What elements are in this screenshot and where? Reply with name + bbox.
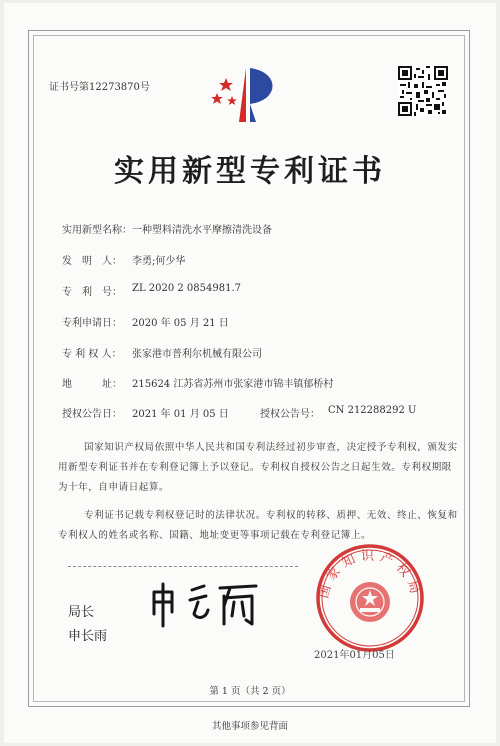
svg-text:国家知识产权局: 国家知识产权局 (316, 549, 424, 601)
grant-statement-paragraph (58, 438, 458, 500)
handwritten-signature-icon (148, 580, 268, 630)
patent-number-value: ZL 2020 2 0854981.7 (132, 283, 242, 294)
utility-model-name-label: 实用新型名称： (62, 225, 132, 236)
official-seal-icon (314, 540, 426, 660)
director-title: 局长 (68, 605, 95, 620)
patentee-value: 张家港市普利尔机械有限公司 (132, 349, 262, 360)
patentee-label: 专 利 权 人： (62, 349, 122, 360)
cnipa-logo-icon (206, 60, 292, 130)
inventor-value: 李勇;何少华 (132, 256, 186, 267)
grant-date-label: 授权公告日： (62, 409, 122, 420)
patent-number-label: 专 利 号： (62, 287, 122, 298)
dashed-divider (68, 566, 298, 567)
page-indicator: 第 1 页（共 2 页） (209, 686, 291, 697)
grant-number-value: CN 212288292 U (328, 405, 417, 416)
utility-model-name-value: 一种塑料清洗水平摩擦清洗设备 (132, 225, 272, 236)
grant-statement-text: 国家知识产权局依照中华人民共和国专利法经过初步审查，决定授予专利权，颁发实用新型专利证书并在专利登记簿上予以登记。专利权自授权公告之日起生效。专利权期限为十年，自申请日起算。 (58, 442, 458, 493)
address-label: 地 址： (62, 379, 122, 390)
legal-status-text: 专利证书记载专利权登记时的法律状况。专利权的转移、质押、无效、终止、恢复和专利权人的姓名或名称、国籍、地址变更等事项记载在专利登记簿上。 (58, 510, 458, 541)
inventor-label: 发 明 人： (62, 256, 122, 267)
director-name: 申长雨 (68, 629, 108, 644)
grant-date-value: 2021 年 01 月 05 日 (132, 409, 229, 420)
seal-date: 2021年01月05日 (314, 650, 395, 661)
address-value: 215624 江苏省苏州市张家港市锦丰镇郁桥村 (132, 379, 334, 390)
filing-date-label: 专利申请日： (62, 318, 122, 329)
back-note: 其他事项参见背面 (211, 721, 288, 732)
qr-code-icon (398, 66, 448, 116)
grant-number-label: 授权公告号： (260, 409, 320, 420)
filing-date-value: 2020 年 05 月 21 日 (132, 318, 229, 329)
certificate-title: 实用新型专利证书 (114, 154, 386, 189)
certificate-number: 证书号第12273870号 (49, 82, 150, 93)
